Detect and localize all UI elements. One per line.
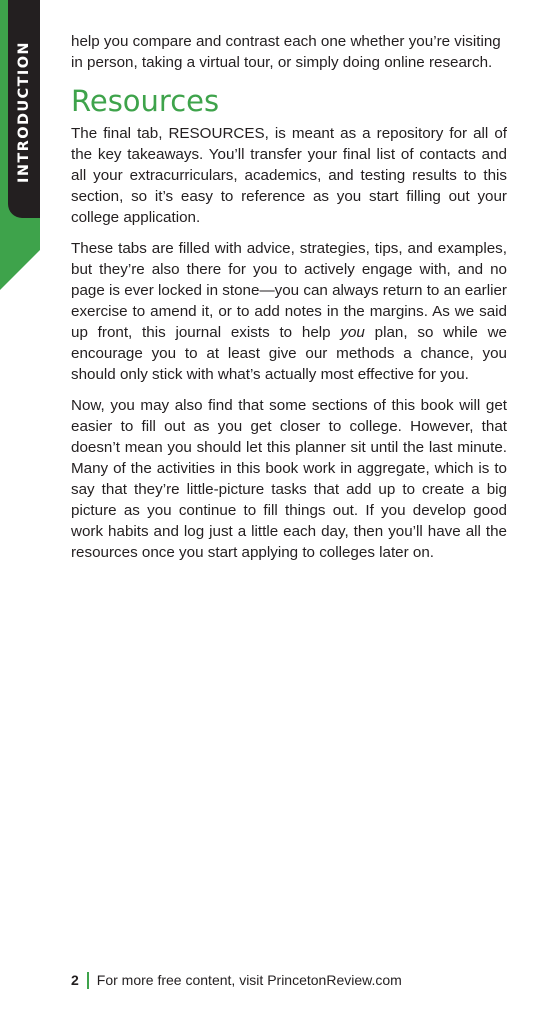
section-heading: Resources (71, 84, 220, 118)
side-tab-label: INTRODUCTION (16, 41, 32, 183)
footer-text: For more free content, visit PrincetonReview.com (96, 972, 402, 988)
paragraph-tabs-part1: These tabs are filled with advice, strategies, tips, and examples, but they’re also there for you to actively engage with, and no page is ever locked in stone—you can always return to an earlier exercise to amend it, or to add notes in the margins. As we said up front, this journal exists to help (71, 240, 507, 341)
paragraph-resources: The final tab, RESOURCES, is meant as a repository for all of the key takeaways. You’ll transfer your final list of contacts and all your extracurriculars, academics, and testing results to this section, so it’s easy to reference as you start filling out your college application. (71, 125, 507, 226)
page-number: 2 (71, 972, 79, 988)
paragraph-tabs-part2: plan, so while we encourage you to at least give our methods a chance, you should only stick with what’s actually most effective for you. (71, 324, 507, 383)
paragraph-tabs (71, 238, 507, 385)
paragraph-habits: Now, you may also find that some sections of this book will get easier to fill out as you get closer to college. However, that doesn’t mean you should let this planner sit until the last minute. Many of the activities in this book work in aggregate, which is to say that they’re little-picture tasks that add up to create a big picture as you continue to fill things out. If you develop good work habits and log just a little each day, then you’ll have all the resources once you start applying to colleges later on. (71, 397, 507, 561)
page-footer (71, 971, 402, 989)
intro-paragraph: help you compare and contrast each one whether you’re visiting in person, taking a virtual tour, or simply doing online research. (71, 33, 501, 71)
page-content (71, 31, 507, 573)
paragraph-tabs-emphasis: you (340, 324, 365, 341)
side-tab-green-triangle (0, 250, 40, 290)
footer-divider (87, 972, 89, 989)
